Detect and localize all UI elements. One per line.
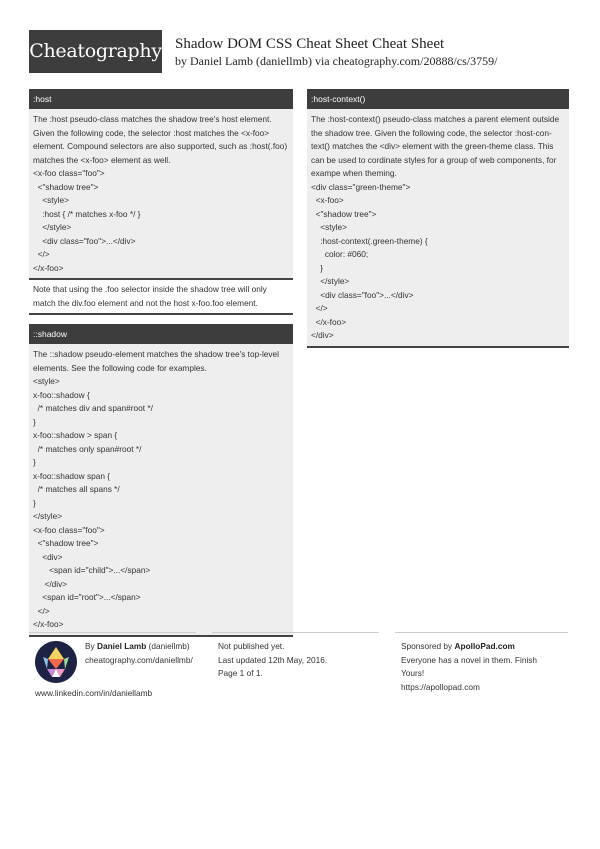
sponsor-name[interactable]: ApolloPad.com <box>454 641 515 651</box>
cheatography-logo[interactable]: Cheatography <box>29 30 162 73</box>
sponsor-prefix: Sponsored by <box>401 641 455 651</box>
author-handle: (daniellmb) <box>146 641 190 651</box>
code-line: } <box>33 497 36 508</box>
code-line: <div class="foo">...</div> <box>33 235 136 246</box>
code-line: </x-foo> <box>33 262 64 273</box>
text-line: The :host pseudo-class matches the shadow tree's host element. <box>33 114 272 124</box>
code-line: x-foo::shadow { <box>33 389 90 400</box>
text-line: text() matches the <div> element with the green-theme class. This <box>311 141 554 151</box>
code-line: :host-context(.green-theme) { <box>311 235 428 246</box>
footer-divider <box>29 632 196 633</box>
footer-divider <box>212 632 379 633</box>
code-line: </x-foo> <box>33 619 64 629</box>
author-name[interactable]: Daniel Lamb <box>97 641 147 651</box>
code-line: </style> <box>311 276 350 286</box>
footer-divider <box>395 632 568 633</box>
code-line: <x-foo> <box>311 195 344 205</box>
code-line: <"shadow tree"> <box>33 538 99 548</box>
footer-sponsor <box>401 640 571 694</box>
code-line: <div class="green-theme"> <box>311 181 411 192</box>
text-line: element. Compound selectors are also supported, such as :host(.foo) <box>33 141 288 151</box>
code-line: <"shadow tree"> <box>311 208 377 219</box>
code-line: <span id="root">...</span> <box>33 592 141 602</box>
code-line: <"shadow tree"> <box>33 181 99 192</box>
code-line: color: #060; <box>311 249 369 259</box>
code-line: </div> <box>33 578 68 589</box>
code-line: </div> <box>311 330 334 340</box>
code-line: <x-foo class="foo"> <box>33 168 105 178</box>
code-line: </> <box>33 249 50 259</box>
code-line: </> <box>311 303 328 313</box>
author-url[interactable]: cheatography.com/daniellmb/ <box>85 654 193 665</box>
footer-author <box>85 640 193 667</box>
code-line: x-foo::shadow > span { <box>33 430 118 440</box>
code-line: <span id="child">...</span> <box>33 565 151 575</box>
note-line: match the div.foo element and not the host x-foo.foo element. <box>33 297 258 308</box>
code-line: </x-foo> <box>311 316 347 327</box>
right-column <box>307 89 569 348</box>
code-line: /* matches div and span#root */ <box>33 403 153 413</box>
section-shadow <box>29 324 293 637</box>
footer-publish-info <box>218 640 327 681</box>
page-title: Shadow DOM CSS Cheat Sheet Cheat Sheet <box>175 36 445 52</box>
section-host-context <box>307 89 569 348</box>
code-line: </style> <box>33 222 72 232</box>
code-line: <div> <box>33 551 63 562</box>
text-line: Given the following code, the selector :host matches the <x-foo> <box>33 127 270 138</box>
text-line: elements. See the following code for examples. <box>33 362 207 373</box>
code-line: </style> <box>33 511 63 521</box>
footer-linkedin[interactable]: www.linkedin.com/in/daniellamb <box>35 688 153 698</box>
section-host <box>29 89 293 315</box>
page-number: Page 1 of 1. <box>218 668 263 678</box>
text-line: matches the <x-foo> element as well. <box>33 154 171 165</box>
text-line: can be used to cordinate styles for a group of web components, for <box>311 154 557 165</box>
code-line: <div class="foo">...</div> <box>311 289 414 300</box>
section-shadow-title: ::shadow <box>29 324 293 344</box>
code-line: <style> <box>33 376 60 386</box>
sponsor-text: Everyone has a novel in them. Finish <box>401 654 538 665</box>
note-line: Note that using the .foo selector inside the shadow tree will only <box>33 284 267 294</box>
section-host-context-title: :host-context() <box>307 89 569 109</box>
left-column <box>29 89 293 637</box>
section-host-note <box>29 280 293 315</box>
code-line: <x-foo class="foo"> <box>33 524 105 535</box>
code-line: /* matches only span#root */ <box>33 443 142 454</box>
sponsor-url[interactable]: https://apollopad.com <box>401 681 480 692</box>
text-line: The ::shadow pseudo-element matches the shadow tree's top-level <box>33 349 280 359</box>
section-host-body <box>29 109 293 280</box>
code-line: <style> <box>33 195 69 205</box>
text-line: The :host-context() pseudo-class matches a parent element outside <box>311 114 560 124</box>
publish-status: Not published yet. <box>218 641 285 651</box>
sponsor-text: Yours! <box>401 668 425 678</box>
last-updated: Last updated 12th May, 2016. <box>218 654 328 665</box>
code-line: </> <box>33 605 50 616</box>
text-line: the shadow tree. Given the following code, the selector :host-con- <box>311 127 552 138</box>
code-line: x-foo::shadow span { <box>33 470 111 481</box>
code-line: <style> <box>311 222 347 232</box>
section-host-context-body <box>307 109 569 346</box>
text-line: exampe when theming. <box>311 168 397 178</box>
code-line: } <box>311 262 323 273</box>
author-avatar <box>35 641 77 683</box>
code-line: /* matches all spans */ <box>33 484 120 494</box>
byline[interactable]: by Daniel Lamb (daniellmb) via cheatography.com/20888/cs/3759/ <box>175 54 498 68</box>
section-shadow-body <box>29 344 293 635</box>
avatar-icon <box>35 641 77 683</box>
code-line: } <box>33 457 36 467</box>
code-line: :host { /* matches x-foo */ } <box>33 208 141 219</box>
author-prefix: By <box>85 641 97 651</box>
section-host-title: :host <box>29 89 293 109</box>
code-line: } <box>33 416 36 427</box>
